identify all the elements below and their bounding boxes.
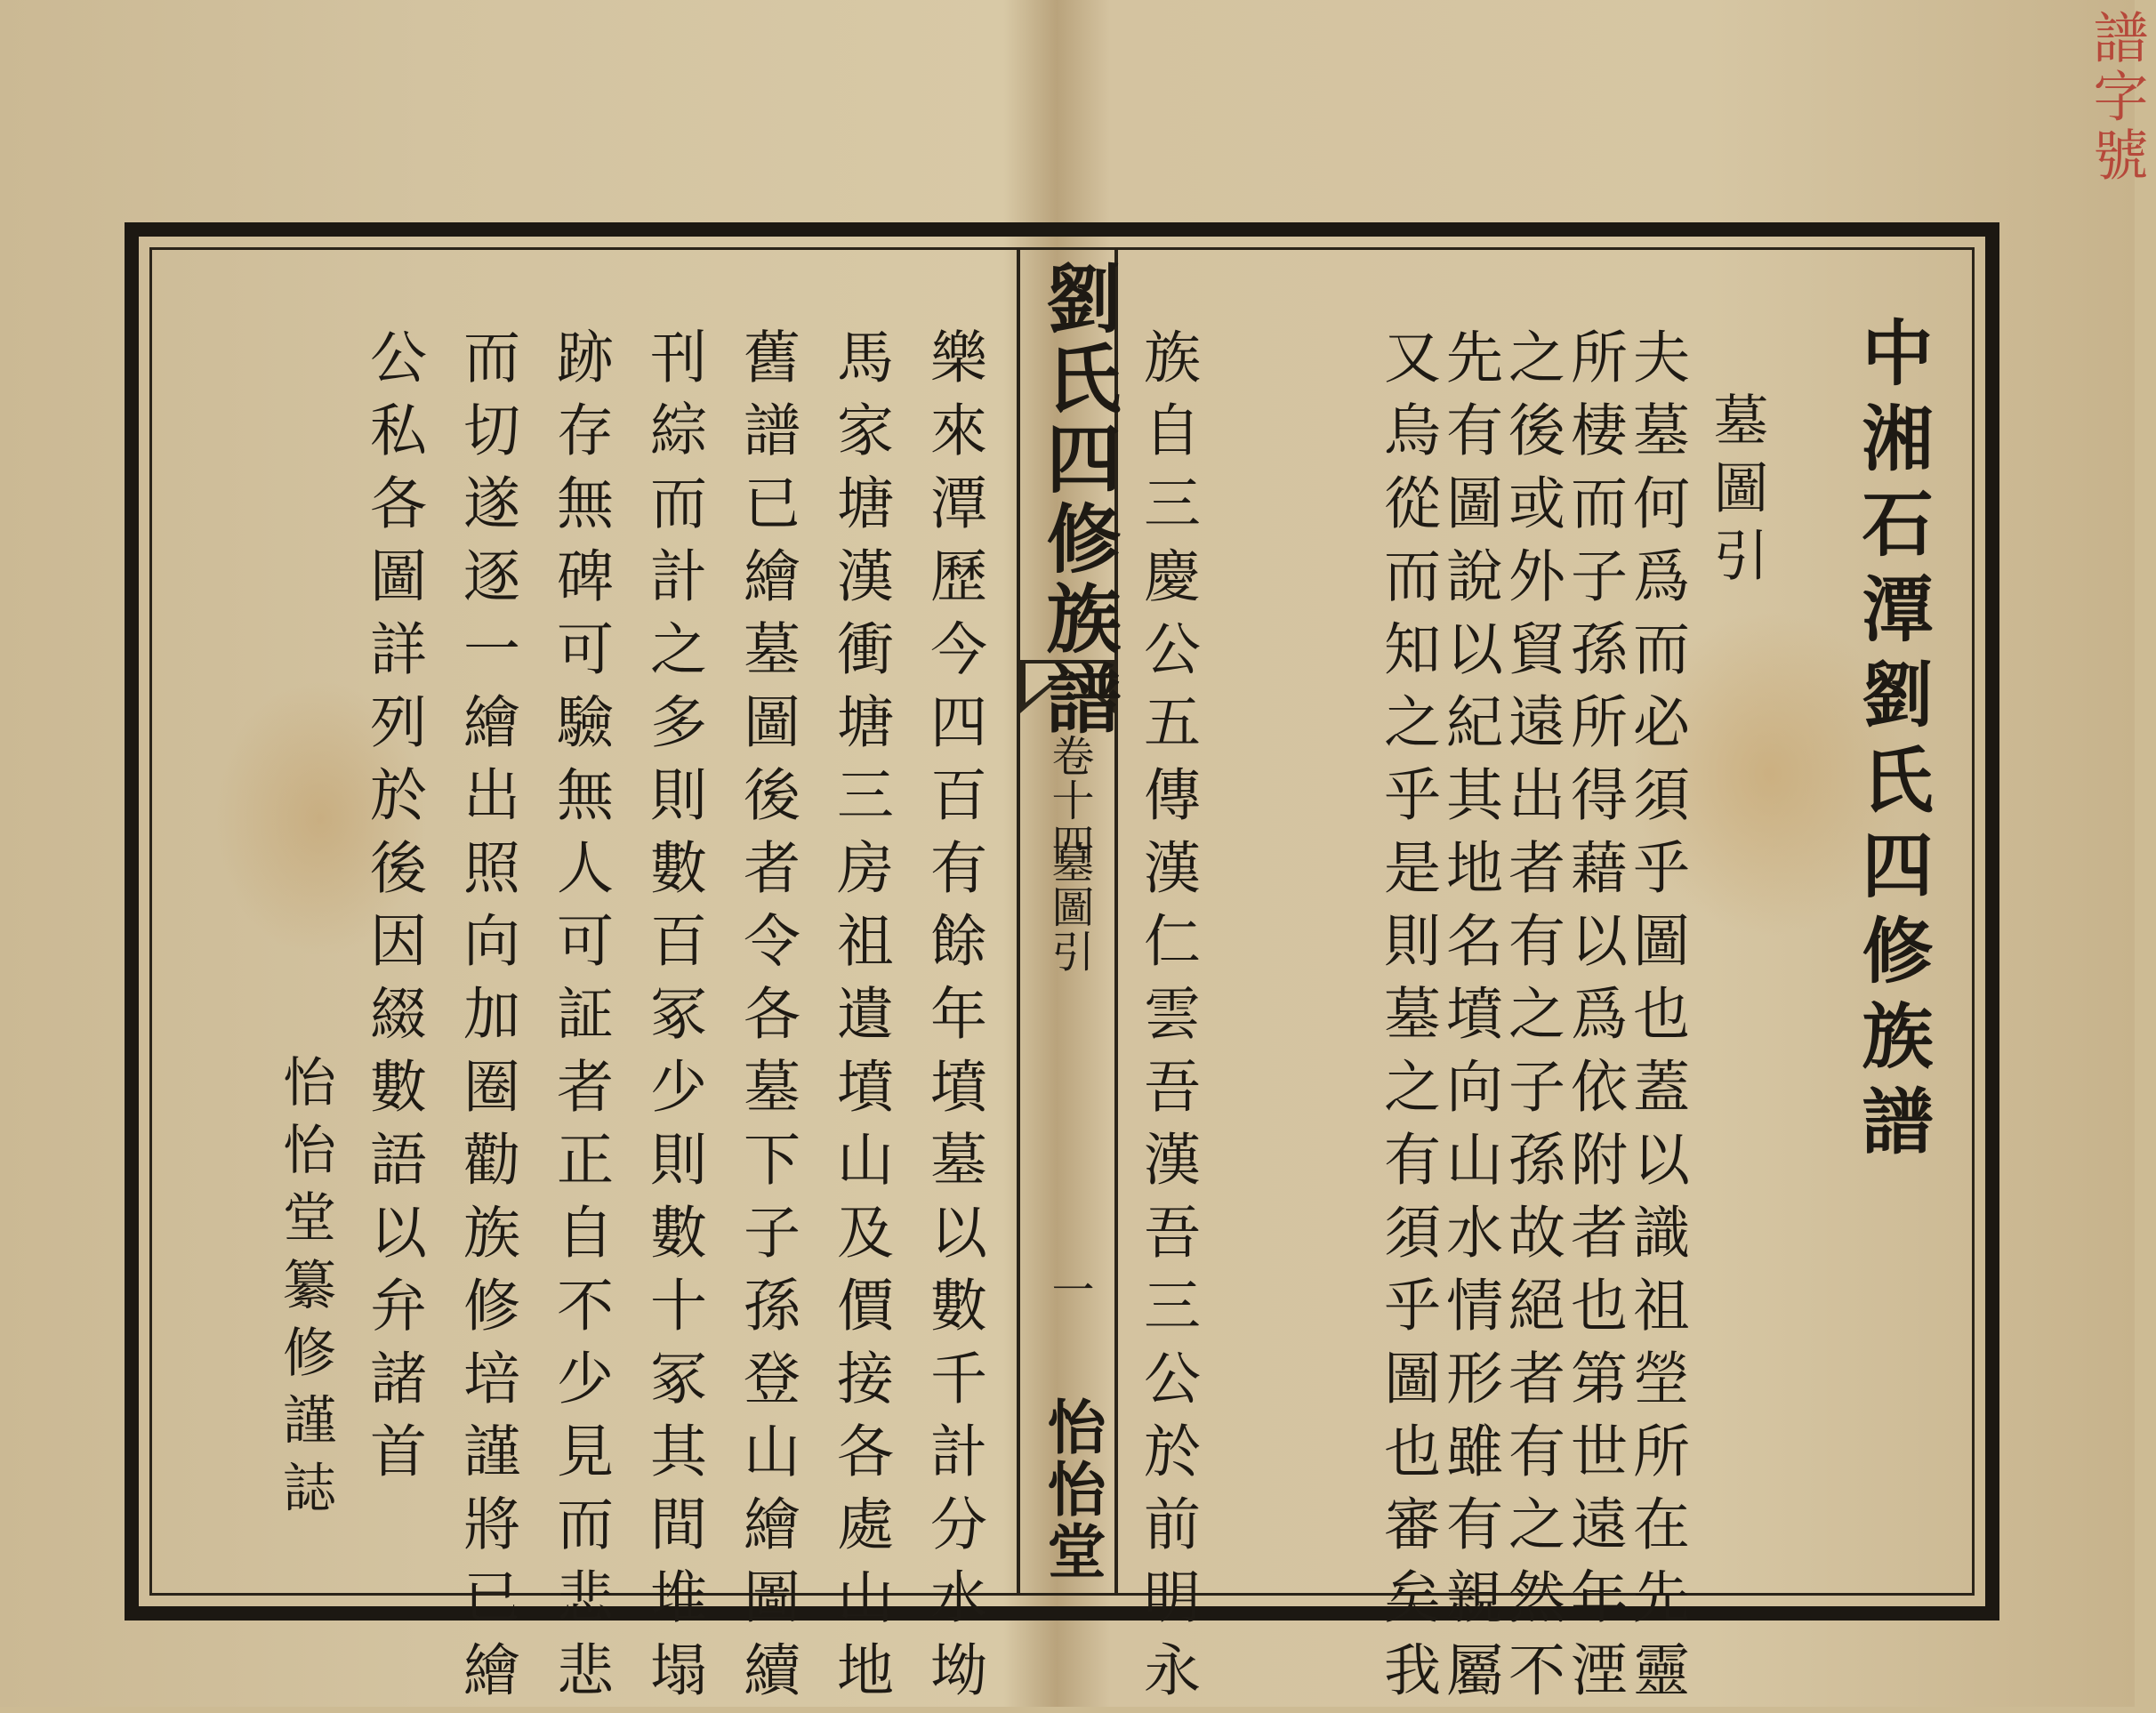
- fold-left-rule: [1017, 247, 1020, 1596]
- right-text-column-5: 又烏從而知之乎是則墓之有須乎圖也審矣我: [1374, 327, 1440, 1713]
- red-seal-stamp: 譜字號: [2084, 9, 2149, 185]
- fold-volume-number: 卷十四: [1044, 734, 1094, 867]
- left-text-column-7: 公私各圖詳列於後因綴數語以弁諸首: [360, 327, 426, 1494]
- right-text-column-4: 先有圖說以紀其地名墳向山水情形雖有親屬: [1436, 327, 1502, 1713]
- left-text-column-3: 舊譜已繪墓圖後者令各墓下子孫登山繪圖續: [734, 327, 800, 1713]
- left-text-column-1: 樂來潭歷今四百有餘年墳墓以數千計分水坳: [921, 327, 986, 1713]
- book-title: 中湘石潭劉氏四修族譜: [1850, 316, 1934, 1170]
- right-text-column-6: 族自三慶公五傳漢仁雲吾漢吾三公於前明永: [1134, 327, 1200, 1713]
- left-text-column-2: 馬家塘漢衝塘三房祖遺墳山及價接各處山地: [827, 327, 893, 1713]
- left-text-column-4: 刊綜而計之多則數百冢少則數十冢其間堆塌: [640, 327, 706, 1713]
- fold-page-number: 一: [1044, 1267, 1094, 1310]
- left-text-column-5: 跡存無碑可驗無人可証者正自不少見而悲悲: [547, 327, 613, 1713]
- right-text-column-3: 之後或外貿遠出者有之子孫故絕者有之然不: [1499, 327, 1565, 1713]
- left-text-column-6: 而切遂逐一繪出照向加圈勸族修培謹將已繪: [454, 327, 519, 1713]
- fold-book-title: 劉氏四修族譜: [1034, 260, 1122, 740]
- signature-line: 怡怡堂纂修謹誌: [274, 1054, 336, 1527]
- fold-hall-name: 怡怡堂: [1037, 1396, 1106, 1583]
- fold-section-name: 墓圖引: [1044, 840, 1094, 974]
- section-title: 墓圖引: [1704, 391, 1769, 594]
- right-text-column-1: 夫墓何爲而必須乎圖也蓋以識祖塋所在先靈: [1623, 327, 1689, 1713]
- right-text-column-2: 所棲而子孫所得藉以爲依附者也第世遠年湮: [1561, 327, 1627, 1713]
